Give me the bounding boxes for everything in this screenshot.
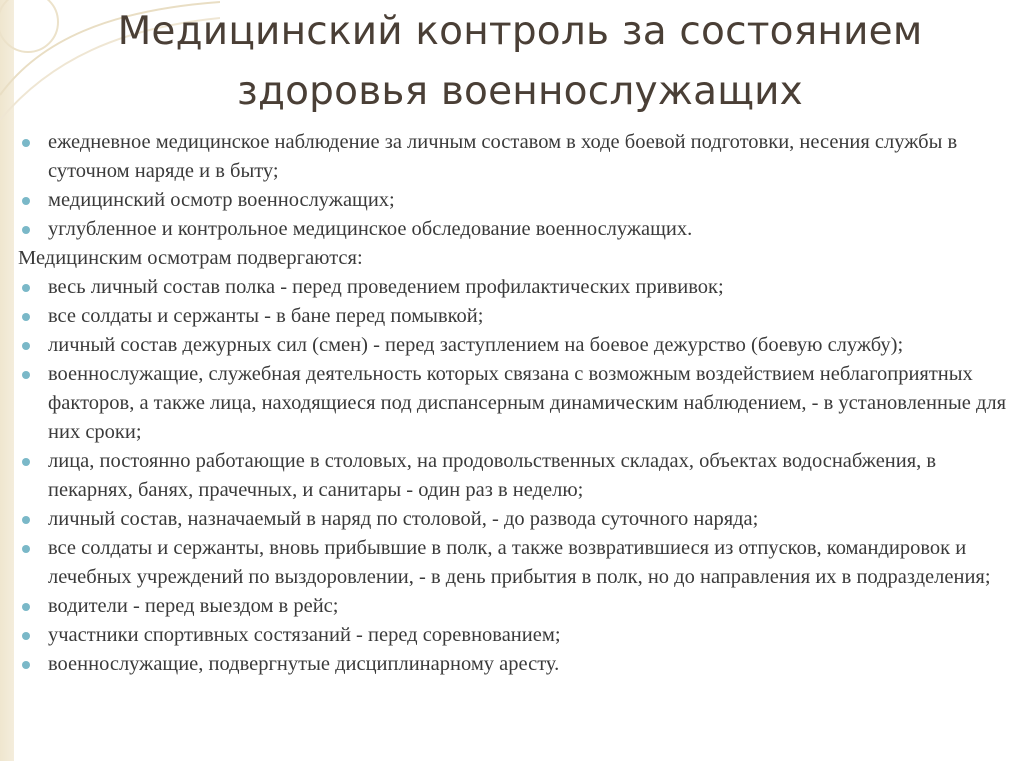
list-item-text: личный состав, назначаемый в наряд по столовой, - до развода суточного наряда;	[48, 508, 759, 530]
bullet-dot-icon	[22, 632, 30, 640]
bullet-dot-icon	[22, 139, 30, 147]
list-item-text: медицинский осмотр военнослужащих;	[48, 189, 395, 211]
bullet-dot-icon	[22, 313, 30, 321]
list-item	[18, 273, 1008, 302]
bullet-dot-icon	[22, 197, 30, 205]
slide-body	[18, 128, 1008, 679]
bullet-dot-icon	[22, 284, 30, 292]
bullet-dot-icon	[22, 342, 30, 350]
list-item	[18, 302, 1008, 331]
slide-title	[30, 2, 1010, 122]
list-item	[18, 128, 1008, 186]
bullet-dot-icon	[22, 545, 30, 553]
list-item	[18, 534, 1008, 592]
list-item-text: участники спортивных состязаний - перед соревнованием;	[48, 624, 561, 646]
list-item-text: все солдаты и сержанты - в бане перед помывкой;	[48, 305, 484, 327]
bullet-dot-icon	[22, 516, 30, 524]
list-item-text: лица, постоянно работающие в столовых, на продовольственных складах, объектах водоснабжения, в пекарнях, банях, прачечных, и санитары - один раз в неделю;	[48, 450, 937, 501]
list-item	[18, 331, 1008, 360]
left-decor-band	[0, 0, 14, 767]
list-item	[18, 505, 1008, 534]
subheading	[18, 244, 1008, 273]
list-item-text: все солдаты и сержанты, вновь прибывшие в полк, а также возвратившиеся из отпусков, командировок и лечебных учреждений по выздоровлении, - в день прибытия в полк, но до направления их в подразделения;	[48, 537, 991, 588]
bottom-crop-edge	[0, 761, 1024, 767]
list-item-text: военнослужащие, служебная деятельность которых связана с возможным воздействием неблагоприятных факторов, а также лица, находящиеся под диспансерным динамическим наблюдением, - в установленные для них сроки;	[48, 363, 1007, 443]
list-item	[18, 215, 1008, 244]
bullet-dot-icon	[22, 603, 30, 611]
list-item	[18, 621, 1008, 650]
list-item	[18, 650, 1008, 679]
slide-title-line-2: здоровья военнослужащих	[237, 69, 803, 114]
list-item-text: ежедневное медицинское наблюдение за личным составом в ходе боевой подготовки, несения службы в суточном наряде и в быту;	[48, 131, 958, 182]
list-item	[18, 360, 1008, 447]
list-item-text: военнослужащие, подвергнутые дисциплинарному аресту.	[48, 653, 560, 675]
list-item	[18, 447, 1008, 505]
bullet-dot-icon	[22, 458, 30, 466]
bullet-dot-icon	[22, 371, 30, 379]
list-item	[18, 592, 1008, 621]
list-item-text: личный состав дежурных сил (смен) - перед заступлением на боевое дежурство (боевую службу);	[48, 334, 904, 356]
bullet-dot-icon	[22, 661, 30, 669]
list-item-text: углубленное и контрольное медицинское обследование военнослужащих.	[48, 218, 693, 240]
bullet-dot-icon	[22, 226, 30, 234]
list-item-text: водители - перед выездом в рейс;	[48, 595, 339, 617]
list-item-text: весь личный состав полка - перед проведением профилактических прививок;	[48, 276, 724, 298]
list-item	[18, 186, 1008, 215]
subheading-text: Медицинским осмотрам подвергаются:	[18, 247, 363, 269]
slide-title-line-1: Медицинский контроль за состоянием	[117, 9, 923, 54]
